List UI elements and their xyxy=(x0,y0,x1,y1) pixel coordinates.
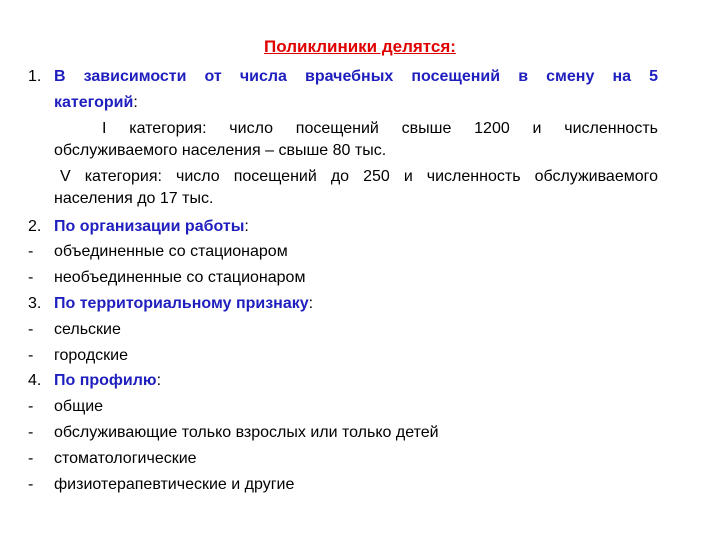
section-2-header xyxy=(28,214,658,240)
section-number: 3. xyxy=(28,294,42,312)
list-item xyxy=(28,420,658,446)
bullet-dash: - xyxy=(28,346,34,364)
slide-title: Поликлиники делятся: xyxy=(264,37,456,56)
list-item xyxy=(28,394,658,420)
list-item-text: необъединенные со стационаром xyxy=(54,269,306,287)
category-1-line-cont: обслуживаемого населения – свыше 80 тыс. xyxy=(54,142,387,160)
section-colon: : xyxy=(156,372,162,390)
category-5-line: V категория: число посещений до 250 и численность обслуживаемого xyxy=(60,167,658,185)
list-item xyxy=(28,239,658,265)
section-heading-cont: категорий xyxy=(54,93,134,111)
list-item xyxy=(28,472,658,498)
bullet-dash: - xyxy=(28,449,34,467)
list-item-text: объединенные со стационаром xyxy=(54,243,288,261)
section-3-header xyxy=(28,291,658,317)
section-heading: По профилю xyxy=(54,372,157,390)
section-1-header-cont xyxy=(28,90,658,116)
section-heading: По организации работы xyxy=(54,217,245,235)
category-details xyxy=(28,118,658,211)
list-item xyxy=(28,446,658,472)
list-item-text: обслуживающие только взрослых или только детей xyxy=(54,423,439,441)
category-5-line-cont: населения до 17 тыс. xyxy=(54,190,214,208)
section-number: 1. xyxy=(28,68,42,85)
bullet-dash: - xyxy=(28,475,34,493)
slide-content xyxy=(28,64,658,497)
list-item xyxy=(28,265,658,291)
category-1-line: I категория: число посещений свыше 1200 и численность xyxy=(102,119,658,137)
bullet-dash: - xyxy=(28,398,34,416)
list-item-text: городские xyxy=(54,346,128,364)
section-1-header xyxy=(28,64,658,90)
bullet-dash: - xyxy=(28,269,34,287)
section-colon: : xyxy=(133,93,138,111)
section-heading: По территориальному признаку xyxy=(54,294,309,312)
bullet-dash: - xyxy=(28,423,34,441)
list-item-text: общие xyxy=(54,398,104,416)
bullet-dash: - xyxy=(28,243,34,261)
section-heading: В зависимости от числа врачебных посещений в смену на 5 xyxy=(54,68,658,85)
section-colon: : xyxy=(308,294,314,312)
list-item-text: физиотерапевтические и другие xyxy=(54,475,295,493)
list-item-text: сельские xyxy=(54,320,121,338)
section-number: 2. xyxy=(28,217,42,235)
section-colon: : xyxy=(244,217,249,235)
list-item xyxy=(28,317,658,343)
section-4-header xyxy=(28,368,658,394)
list-item-text: стоматологические xyxy=(54,449,197,467)
list-item xyxy=(28,343,658,369)
section-number: 4. xyxy=(28,372,42,390)
bullet-dash: - xyxy=(28,320,34,338)
